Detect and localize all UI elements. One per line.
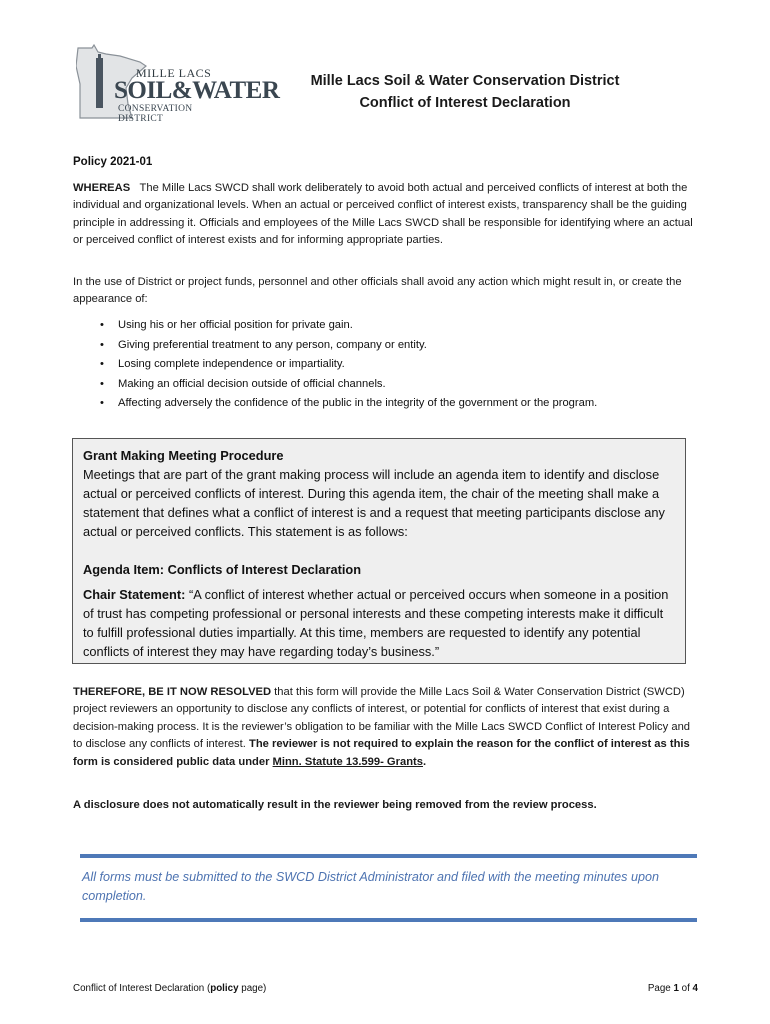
title-line-1: Mille Lacs Soil & Water Conservation District bbox=[310, 73, 620, 89]
footer-suffix: page) bbox=[238, 983, 267, 994]
page-total: 4 bbox=[692, 983, 698, 994]
chair-statement-label: Chair Statement: bbox=[83, 587, 186, 602]
list-item: • Using his or her official position for private gain. bbox=[100, 316, 700, 336]
note-top-rule bbox=[80, 854, 697, 858]
resolution-text: that this form will provide the Mille Lacs Soil & Water Conservation District (SWCD) project reviewers an opportunity to disclose any conflicts of interest, or potential for conflicts of interest that exist during a decision-making process. It is the reviewer’s obligation to be familiar with the Mille Lacs SWCD Conflict of Interest Policy and to disclose any conflicts of interest. bbox=[73, 686, 691, 751]
footer-prefix: Conflict of Interest Declaration ( bbox=[73, 983, 211, 994]
resolution-paragraph bbox=[73, 684, 698, 771]
resolution-label: THEREFORE, BE IT NOW RESOLVED bbox=[73, 686, 272, 698]
chair-statement bbox=[83, 585, 675, 661]
agenda-item: Agenda Item: Conflicts of Interest Declaration bbox=[83, 562, 362, 577]
chair-statement-text: “A conflict of interest whether actual or perceived occurs when someone in a position of trust has competing professional or personal interests and these competing interests make it difficult to fulfill professional duties impartially. At this time, members are requested to identify any potential conflicts of interest they may have regarding today’s business.” bbox=[83, 587, 669, 659]
policy-number: Policy 2021-01 bbox=[73, 156, 153, 168]
resolution-bold-text: The reviewer is not required to explain the reason for the conflict of interest as this form is considered public data under bbox=[73, 738, 690, 768]
note-bottom-rule bbox=[80, 918, 697, 922]
resolution-end: . bbox=[423, 755, 427, 768]
swcd-logo bbox=[76, 44, 280, 124]
page-number bbox=[648, 983, 698, 994]
intro-paragraph: In the use of District or project funds, personnel and other officials shall avoid any action which might result in, or create the appearance of: bbox=[73, 276, 682, 306]
list-item: • Making an official decision outside of official channels. bbox=[100, 375, 700, 395]
procedure-box bbox=[72, 438, 686, 664]
statute-link[interactable]: Minn. Statute 13.599- Grants bbox=[272, 755, 423, 768]
list-item: • Losing complete independence or impartiality. bbox=[100, 355, 700, 375]
whereas-text: The Mille Lacs SWCD shall work deliberately to avoid both actual and perceived conflicts of interest at both the individual and organizational levels. When an actual or perceived conflict of interest exists, transparency shall be the guiding principle in addressing it. Officials and employees of the Mille Lacs SWCD shall be responsible for identifying where an actual or perceived conflict of interest exists and for informing appropriate parties. bbox=[73, 182, 693, 247]
whereas-label: WHEREAS bbox=[73, 182, 131, 194]
footer-document-name bbox=[73, 983, 266, 994]
procedure-body: Meetings that are part of the grant making process will include an agenda item to identify and disclose actual or perceived conflicts of interest. During this agenda item, the chair of the meeting shall make a statement that defines what a conflict of interest is and a request that meeting participants disclose any actual or perceived conflicts. This statement is as follows: bbox=[83, 467, 665, 539]
whereas-paragraph bbox=[73, 180, 698, 250]
submission-note: All forms must be submitted to the SWCD District Administrator and filed with the meeting minutes upon completion. bbox=[82, 870, 659, 903]
document-title bbox=[260, 70, 670, 114]
list-item: • Giving preferential treatment to any person, company or entity. bbox=[100, 336, 700, 356]
footer-bold: policy bbox=[210, 983, 239, 994]
page-prefix: Page bbox=[647, 983, 674, 994]
list-item: • Affecting adversely the confidence of the public in the integrity of the government or the program. bbox=[100, 394, 700, 414]
logo-line-3: CONSERVATION DISTRICT bbox=[118, 104, 193, 124]
title-line-2: Conflict of Interest Declaration bbox=[359, 95, 571, 111]
procedure-heading: Grant Making Meeting Procedure bbox=[83, 448, 284, 463]
page-of: of bbox=[678, 983, 693, 994]
disclosure-note: A disclosure does not automatically result in the reviewer being removed from the review process. bbox=[73, 799, 597, 811]
page-current: 1 bbox=[673, 983, 679, 994]
logo-line-2: SOIL&WATER bbox=[114, 77, 280, 104]
conflict-bullet-list bbox=[100, 316, 700, 414]
logo-line-1: MILLE LACS bbox=[136, 66, 212, 80]
